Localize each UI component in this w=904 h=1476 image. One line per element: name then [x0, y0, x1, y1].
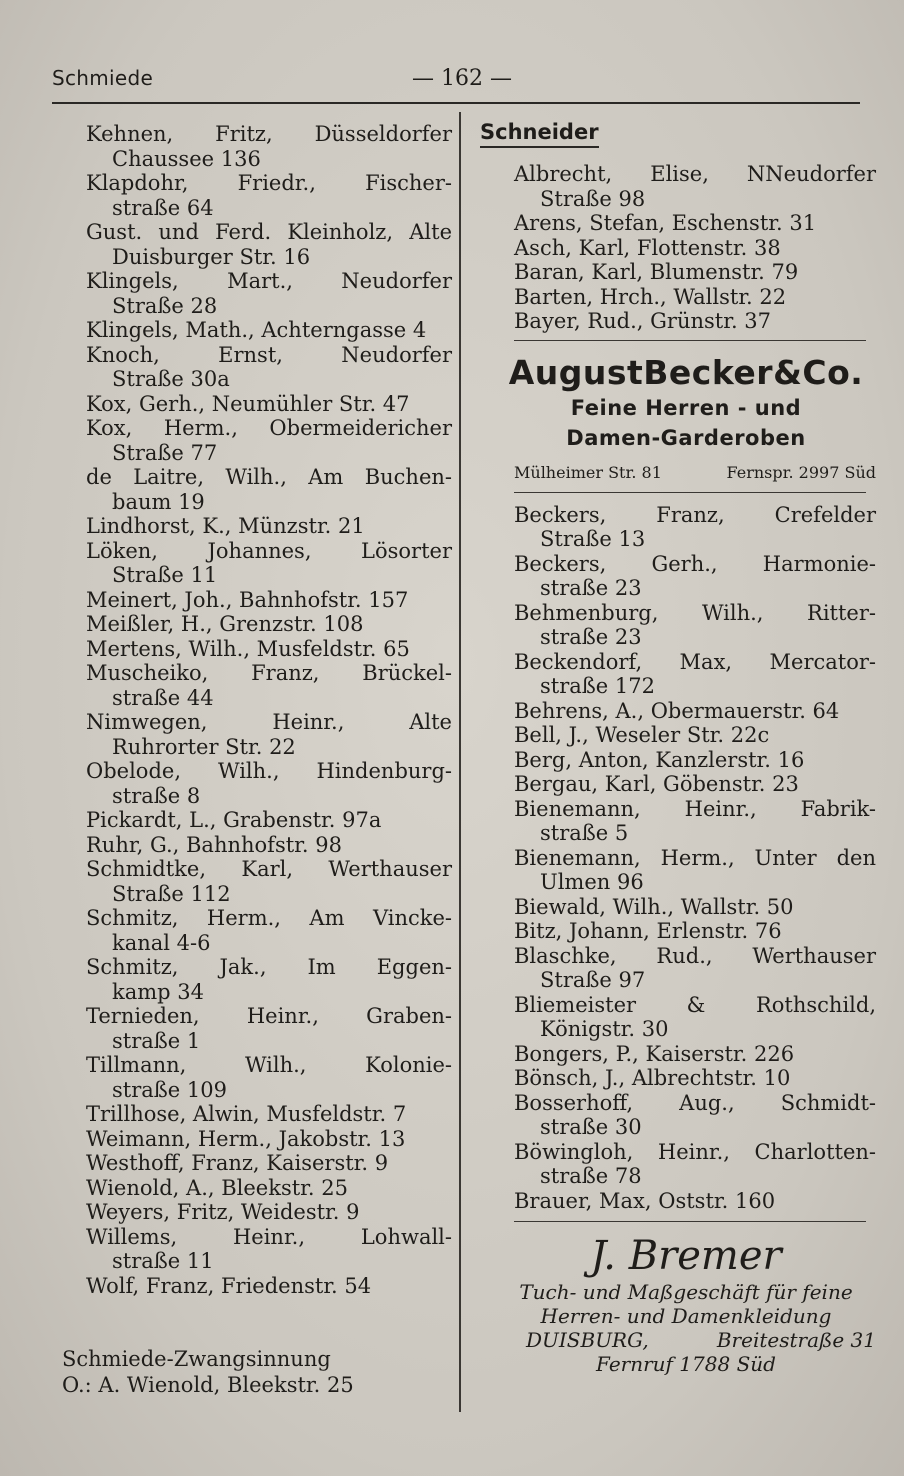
entry-line: Meinert, Joh., Bahnhofstr. 157	[86, 587, 409, 612]
directory-entry	[514, 552, 876, 601]
entry-continuation: straße 172	[540, 674, 655, 698]
entry-line: Blaschke, Rud., Werthauser	[514, 943, 876, 968]
directory-entry	[514, 772, 876, 797]
directory-entry	[86, 759, 452, 808]
entry-line: Schmidtke, Karl, Werthauser	[86, 857, 452, 881]
entry-line: Albrecht, Elise, NNeudorfer	[514, 162, 876, 186]
entry-line: Behmenburg, Wilh., Ritter-	[514, 600, 876, 625]
directory-entry	[514, 993, 876, 1042]
entry-continuation: Ruhrorter Str. 22	[112, 734, 296, 759]
ad-bremer-line1: Tuch- und Maßgeschäft für feine	[519, 1280, 853, 1304]
directory-entry	[86, 833, 452, 858]
entry-line: Löken, Johannes, Lösorter	[86, 538, 452, 563]
entry-line: Bergau, Karl, Göbenstr. 23	[514, 772, 799, 796]
ad-becker-line2: Damen-Garderoben	[566, 425, 806, 450]
directory-entry	[514, 236, 876, 261]
directory-entry	[514, 309, 876, 334]
ad-becker-phone: Fernspr. 2997 Süd	[726, 462, 876, 482]
section-name: Schmiede	[52, 66, 154, 90]
directory-entry	[514, 1066, 876, 1091]
entry-continuation: straße 44	[112, 685, 214, 710]
header-rule	[52, 102, 860, 104]
entry-line: Trillhose, Alwin, Musfeldstr. 7	[86, 1102, 407, 1126]
entry-line: Baran, Karl, Blumenstr. 79	[514, 260, 799, 284]
entry-line: Behrens, A., Obermauerstr. 64	[514, 698, 840, 723]
ad-bremer-city: DUISBURG,	[526, 1328, 649, 1352]
entry-line: Bienemann, Herm., Unter den	[514, 845, 876, 870]
ad-rule-bottom	[514, 492, 866, 493]
entry-continuation: Duisburger Str. 16	[112, 244, 311, 269]
entry-continuation: kanal 4-6	[112, 930, 211, 955]
zwangsinnung-chair: O.: A. Wienold, Bleekstr. 25	[62, 1373, 354, 1397]
entry-line: Ruhr, G., Bahnhofstr. 98	[86, 832, 342, 857]
directory-entry	[86, 514, 452, 539]
entry-line: Mertens, Wilh., Musfeldstr. 65	[86, 636, 410, 661]
entry-line: Klapdohr, Friedr., Fischer-	[86, 171, 452, 195]
directory-entry	[86, 808, 452, 833]
entry-line: Wienold, A., Bleekstr. 25	[86, 1175, 348, 1200]
directory-entry	[86, 637, 452, 662]
directory-entry	[86, 1102, 452, 1127]
directory-entry	[514, 699, 876, 724]
entry-line: Meißler, H., Grenzstr. 108	[86, 612, 364, 636]
entry-line: Schmitz, Herm., Am Vincke-	[86, 906, 452, 930]
directory-entry	[86, 220, 452, 269]
directory-entry	[86, 1225, 452, 1274]
directory-entry	[86, 857, 452, 906]
directory-entry	[86, 710, 452, 759]
entry-line: Bönsch, J., Albrechtstr. 10	[514, 1066, 791, 1090]
entry-continuation: kamp 34	[112, 979, 204, 1004]
entry-continuation: Königstr. 30	[540, 1017, 669, 1041]
schneider-list-b	[476, 503, 876, 1214]
entry-line: Schmitz, Jak., Im Eggen-	[86, 955, 452, 979]
entry-line: Westhoff, Franz, Kaiserstr. 9	[86, 1151, 389, 1175]
directory-entry	[514, 211, 876, 236]
directory-entry	[514, 162, 876, 211]
entry-continuation: Straße 13	[540, 527, 646, 551]
directory-entry	[86, 539, 452, 588]
entry-continuation: straße 30	[540, 1115, 642, 1139]
entry-continuation: straße 109	[112, 1077, 227, 1102]
entry-continuation: straße 1	[112, 1028, 201, 1053]
directory-entry	[514, 846, 876, 895]
directory-entry	[514, 723, 876, 748]
entry-line: Bongers, P., Kaiserstr. 226	[514, 1041, 795, 1066]
ad-bremer-line2: Herren- und Damenkleidung	[540, 1304, 832, 1328]
left-column	[86, 122, 452, 1298]
entry-line: Pickardt, L., Grabenstr. 97a	[86, 808, 382, 832]
directory-entry	[86, 318, 452, 343]
entry-line: Biewald, Wilh., Wallstr. 50	[514, 894, 794, 919]
entry-line: Obelode, Wilh., Hindenburg-	[86, 759, 452, 783]
directory-entry	[86, 1151, 452, 1176]
entry-line: Ternieden, Heinr., Graben-	[86, 1004, 452, 1028]
entry-line: Berg, Anton, Kanzlerstr. 16	[514, 747, 805, 772]
entry-continuation: Ulmen 96	[540, 870, 644, 894]
entry-line: Weimann, Herm., Jakobstr. 13	[86, 1126, 406, 1151]
directory-entry	[514, 1189, 876, 1214]
directory-entry	[86, 1053, 452, 1102]
ad-bremer-street: Breitestraße 31	[716, 1328, 876, 1352]
directory-entry	[86, 416, 452, 465]
entry-line: Muscheiko, Franz, Brückel-	[86, 661, 452, 685]
ad-bremer-address	[496, 1328, 876, 1352]
entry-line: Klingels, Math., Achterngasse 4	[86, 318, 427, 342]
directory-entry	[86, 392, 452, 417]
entry-line: Lindhorst, K., Münzstr. 21	[86, 514, 365, 538]
entry-line: Böwingloh, Heinr., Charlotten-	[514, 1139, 876, 1164]
entry-line: Beckendorf, Max, Mercator-	[514, 649, 876, 674]
entry-continuation: Straße 30a	[112, 367, 230, 391]
directory-entry	[86, 343, 452, 392]
zwangsinnung-entry	[62, 1346, 442, 1398]
ad-becker-brand: AugustBecker&Co.	[508, 352, 864, 392]
directory-entry	[86, 661, 452, 710]
entry-line: Weyers, Fritz, Weidestr. 9	[86, 1200, 360, 1224]
entry-line: Bliemeister & Rothschild,	[514, 992, 876, 1017]
directory-entry	[514, 1042, 876, 1067]
entry-continuation: Straße 98	[540, 186, 646, 211]
entry-line: Tillmann, Wilh., Kolonie-	[86, 1053, 452, 1077]
entry-line: Kehnen, Fritz, Düsseldorfer	[86, 122, 452, 146]
schneider-list-a	[476, 162, 876, 334]
ad-bremer-brand: J. Bremer	[590, 1233, 782, 1279]
entry-continuation: straße 11	[112, 1249, 214, 1273]
entry-line: Bayer, Rud., Grünstr. 37	[514, 309, 772, 333]
entry-line: Gust. und Ferd. Kleinholz, Alte	[86, 220, 452, 244]
directory-entry	[514, 260, 876, 285]
directory-entry	[514, 895, 876, 920]
column-divider	[459, 112, 461, 1412]
directory-entry	[86, 1127, 452, 1152]
directory-entry	[86, 465, 452, 514]
directory-entry	[86, 955, 452, 1004]
running-head	[52, 62, 862, 102]
directory-entry	[514, 503, 876, 552]
directory-entry	[86, 588, 452, 613]
entry-line: Brauer, Max, Oststr. 160	[514, 1188, 776, 1213]
entry-line: Bienemann, Heinr., Fabrik-	[514, 796, 876, 821]
entry-line: Arens, Stefan, Eschenstr. 31	[514, 211, 817, 235]
entry-line: Willems, Heinr., Lohwall-	[86, 1224, 452, 1249]
entry-continuation: straße 64	[112, 195, 214, 220]
entry-line: de Laitre, Wilh., Am Buchen-	[86, 465, 452, 489]
directory-entry	[86, 1274, 452, 1299]
entry-line: Knoch, Ernst, Neudorfer	[86, 342, 452, 367]
entry-line: Barten, Hrch., Wallstr. 22	[514, 284, 787, 309]
directory-entry	[514, 601, 876, 650]
directory-entry	[514, 650, 876, 699]
entry-line: Kox, Gerh., Neumühler Str. 47	[86, 391, 410, 416]
directory-entry	[86, 906, 452, 955]
directory-entry	[514, 919, 876, 944]
directory-entry	[86, 1176, 452, 1201]
entry-continuation: baum 19	[112, 489, 205, 514]
entry-line: Wolf, Franz, Friedenstr. 54	[86, 1273, 372, 1298]
entry-continuation: straße 23	[540, 625, 642, 649]
entry-continuation: Straße 77	[112, 440, 218, 465]
zwangsinnung-title: Schmiede-Zwangsinnung	[62, 1347, 331, 1371]
advertisement-j-bremer	[476, 1222, 876, 1376]
entry-continuation: straße 23	[540, 576, 642, 600]
entry-continuation: Straße 112	[112, 881, 231, 906]
advertisement-august-becker	[476, 341, 876, 488]
ad-becker-contact	[496, 463, 876, 482]
directory-entry	[86, 1004, 452, 1053]
section-title-schneider: Schneider	[480, 120, 599, 148]
directory-entry	[86, 1200, 452, 1225]
entry-line: Kox, Herm., Obermeidericher	[86, 416, 452, 440]
directory-entry	[514, 944, 876, 993]
entry-line: Nimwegen, Heinr., Alte	[86, 710, 452, 734]
right-column	[476, 120, 876, 1376]
entry-continuation: Straße 11	[112, 563, 218, 587]
directory-entry	[86, 612, 452, 637]
ad-becker-line1: Feine Herren - und	[570, 395, 802, 420]
page-number: — 162 —	[412, 66, 512, 91]
directory-entry	[514, 1140, 876, 1189]
entry-line: Asch, Karl, Flottenstr. 38	[514, 235, 781, 260]
directory-entry	[86, 122, 452, 171]
entry-continuation: Straße 28	[112, 293, 218, 318]
directory-entry	[514, 285, 876, 310]
entry-line: Beckers, Gerh., Harmonie-	[514, 551, 876, 576]
directory-entry	[514, 748, 876, 773]
ad-bremer-phone: Fernruf 1788 Süd	[596, 1352, 776, 1376]
entry-continuation: straße 78	[540, 1164, 642, 1188]
entry-continuation: straße 8	[112, 783, 201, 808]
entry-continuation: Straße 97	[540, 968, 646, 992]
entry-continuation: straße 5	[540, 821, 629, 845]
entry-line: Beckers, Franz, Crefelder	[514, 502, 876, 527]
ad-becker-address: Mülheimer Str. 81	[514, 462, 662, 482]
directory-entry	[86, 269, 452, 318]
entry-line: Bosserhoff, Aug., Schmidt-	[514, 1090, 876, 1115]
directory-entry	[514, 797, 876, 846]
entry-continuation: Chaussee 136	[112, 146, 261, 171]
entry-line: Klingels, Mart., Neudorfer	[86, 269, 452, 293]
entry-line: Bell, J., Weseler Str. 22c	[514, 723, 770, 747]
entry-line: Bitz, Johann, Erlenstr. 76	[514, 919, 782, 943]
directory-entry	[86, 171, 452, 220]
directory-entry	[514, 1091, 876, 1140]
